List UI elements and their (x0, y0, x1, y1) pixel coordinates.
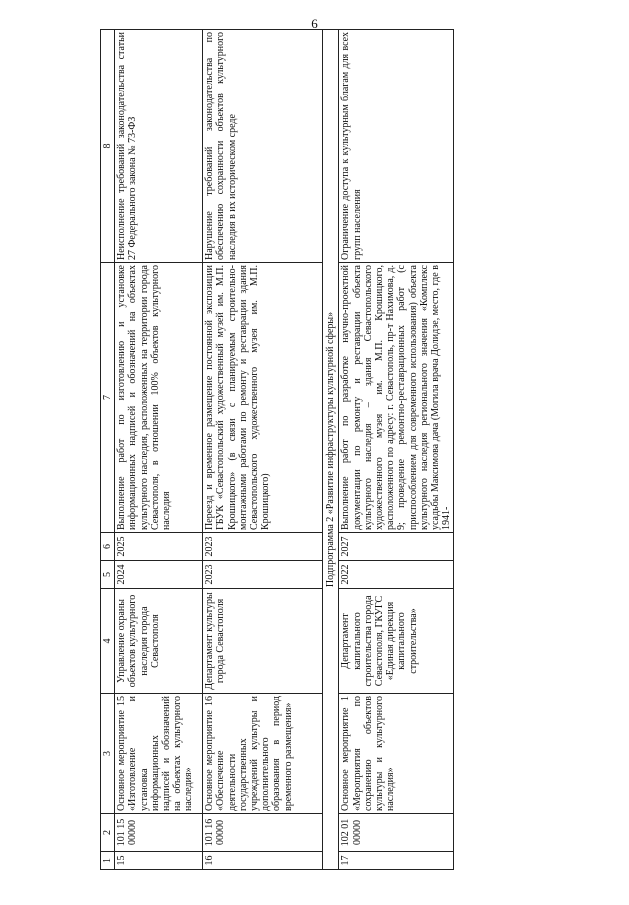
measure-name: Основное мероприятие 16 «Обеспечение деятельности государственных учреждений культуры и дополнительного образования в период временного размещения» (203, 694, 323, 814)
expected-result: Выполнение работ по разработке научно-проектной документации по ремонту и реставрации объекта культурного наследия – здания Севастопольского художественного музея им. М.П. Крошицкого, расположенного по адресу: г. Севастополь, пр-т Нахимова, д. 9; проведение ремонтно-реставрационных работ (с приспособлением для современного использования) объекта культурного наследия регионального значения «Комплекс усадьбы Максимова дача (Могила врача Долидзе, место, где в 1941- (339, 263, 454, 533)
consequence: Нарушение требований законодательства по обеспечению сохранности объектов культурного наследия в их историческом среде (203, 30, 323, 263)
measure-name: Основное мероприятие 15 «Изготовление и установка информационных надписей и обозначений на объектах культурного наследия» (115, 694, 203, 814)
row-number: 17 (339, 852, 454, 870)
start-year: 2022 (339, 561, 454, 589)
end-year: 2025 (115, 533, 203, 561)
budget-code: 101 16 00000 (203, 814, 323, 852)
header-row (101, 30, 115, 870)
table-row (339, 30, 454, 870)
header-cell: 3 (101, 694, 115, 814)
row-number: 15 (115, 852, 203, 870)
executor: Департамент культуры города Севастополя (203, 589, 323, 694)
header-cell: 6 (101, 533, 115, 561)
header-cell: 8 (101, 30, 115, 263)
executor: Департамент капитального строительства города Севастополя, ГКУГС «Единая дирекция капитального строительства» (339, 589, 454, 694)
header-cell: 2 (101, 814, 115, 852)
expected-result: Выполнение работ по изготовлению и установке информационных надписей и обозначений на объектах культурного наследия, расположенных на территории города Севастополя, в отношении 100% объектов культурного наследия (115, 263, 203, 533)
start-year: 2023 (203, 561, 323, 589)
budget-code: 101 15 00000 (115, 814, 203, 852)
measure-name: Основное мероприятие 1 «Мероприятия по сохранению объектов культуры и культурного наследия» (339, 694, 454, 814)
end-year: 2023 (203, 533, 323, 561)
subprogram-row (323, 30, 339, 870)
executor: Управление охраны объектов культурного наследия города Севастополя (115, 589, 203, 694)
end-year: 2027 (339, 533, 454, 561)
row-number: 16 (203, 852, 323, 870)
table-row (203, 30, 323, 870)
table-row (115, 30, 203, 870)
consequence: Неисполнение требований законодательства статьи 27 Федерального закона № 73-ФЗ (115, 30, 203, 263)
header-cell: 4 (101, 589, 115, 694)
expected-result: Переезд и временное размещение постоянной экспозиции ГБУК «Севастопольский художественный музей им. М.П. Крошицкого» (в связи с планируемым строительно-монтажными работами по ремонту и реставрации здания Севастопольского художественного музея им. М.П. Крошицкого) (203, 263, 323, 533)
rotated-table-container (100, 30, 610, 870)
start-year: 2024 (115, 561, 203, 589)
header-cell: 1 (101, 852, 115, 870)
budget-code: 102 01 00000 (339, 814, 454, 852)
header-cell: 5 (101, 561, 115, 589)
measures-table (100, 29, 454, 870)
consequence: Ограничение доступа к культурным благам для всех групп населения (339, 30, 454, 263)
header-cell: 7 (101, 263, 115, 533)
subprogram-title: Подпрограмма 2 «Развитие инфраструктуры культурной сферы» (323, 30, 339, 870)
page-number: 6 (311, 16, 318, 31)
